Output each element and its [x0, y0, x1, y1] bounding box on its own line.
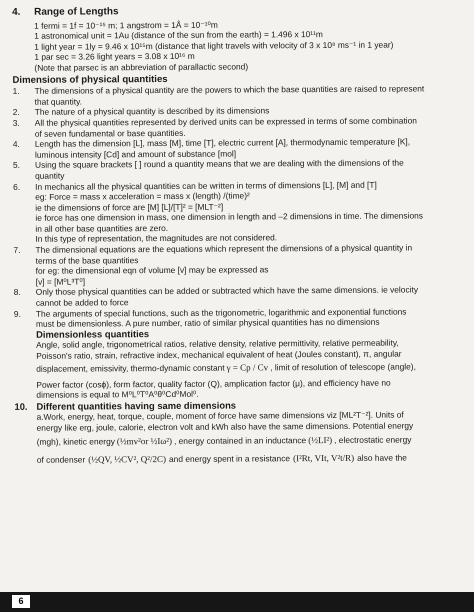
item-line: dimensions is equal to M⁰L⁰T⁰A⁰θ⁰Cd⁰Mol⁰. [36, 388, 199, 400]
list-item [14, 285, 470, 309]
item-line: must be dimensionless. A pure number, ratio of similar physical quantities has no dimensions [35, 316, 380, 330]
item-number: 10. [14, 400, 28, 412]
item-text: , energy contained in an inductance [173, 435, 307, 447]
inductance-formula: (½LI²) [308, 435, 333, 446]
item-line: [v] = [M⁰L³T⁰] [35, 276, 86, 287]
fermi-line: 1 fermi = 1f = 10⁻¹⁵ m; 1 angstrom = 1Å = 10⁻¹⁰m [34, 19, 218, 31]
item-text: (mgh), kinetic energy [36, 436, 115, 448]
section-4-heading [12, 5, 468, 18]
astronomical-unit-line: 1 astronomical unit = 1Au (distance of the sun from the earth) = 1.496 x 10¹¹m [34, 29, 323, 41]
item-line: In this type of representation, the magnitudes are not considered. [35, 232, 278, 245]
dimensionless-heading: Dimensionless quantities [36, 327, 150, 340]
page-number: 6 [12, 595, 30, 608]
item-line: quantity [35, 170, 65, 181]
list-item [13, 179, 469, 245]
item-line: The arguments of special functions, such as the trigonometric, logarithmic and exponential functions [35, 306, 407, 319]
item-line: All the physical quantities represented by derived units can be expressed in terms of some combination [34, 115, 417, 128]
section-10-heading: Different quantities having same dimensions [36, 399, 237, 412]
resistance-formula: (I²Rt, VIt, V²t/R) [293, 453, 355, 464]
parsec-line: 1 par sec = 3.26 light years = 3.08 x 10¹⁶ m [34, 51, 195, 63]
item-number: 6. [13, 181, 21, 192]
item-line: of seven fundamental or base quantities. [34, 127, 186, 139]
item-line: cannot be added to force [35, 297, 129, 308]
item-line: The dimensional equations are the equations which represent the dimensions of a physical quantity in [35, 242, 413, 255]
item-line: in all other base quantities are zero. [35, 222, 169, 234]
footer-band [0, 592, 474, 612]
dimensions-list [13, 83, 471, 400]
item-line: Angle, solid angle, trigonometrical ratios, relative density, relative permittivity, relative permeability, [36, 337, 399, 351]
item-line: The dimensions of a physical quantity are the powers to which the base quantities are raised to represent [34, 83, 425, 96]
item-number: 2. [12, 107, 20, 118]
item-line: Using the square brackets [ ] round a quantity means that we are dealing with the dimensions of the [34, 157, 404, 171]
item-line: Length has the dimension [L], mass [M], time [T], electric current [A], thermodynamic temperature [K], [34, 136, 411, 149]
item-number: 8. [13, 287, 21, 298]
list-item [13, 242, 469, 287]
section-10 [14, 399, 470, 470]
section-title: Range of Lengths [34, 6, 119, 18]
item-number: 9. [13, 308, 21, 319]
item-number: 5. [12, 160, 21, 171]
item-text: of condenser [36, 454, 86, 466]
item-line: eg: Force = mass x acceleration = mass x (length) /(time)² [35, 190, 250, 202]
item-number: 4. [12, 139, 20, 150]
item-text: also have the [357, 452, 407, 464]
item-line: Poisson's ratio, strain, refractive index, mechanical equivalent of heat (Joules constant), π, angular [36, 348, 402, 361]
condenser-formula: (½QV, ½CV², Q²/2C) [88, 454, 167, 465]
range-of-lengths-list [12, 18, 468, 74]
list-item [13, 157, 469, 181]
item-line: for eg: the dimensional eqn of volume [v] may be expressed as [35, 264, 269, 277]
kinetic-energy-formula: (½mv²or ½Iω²) [116, 436, 172, 447]
item-number: 7. [13, 244, 21, 255]
item-text: , electrostatic energy [334, 434, 412, 446]
item-line: that quantity. [34, 96, 82, 107]
dimensions-heading: Dimensions of physical quantities [12, 73, 168, 86]
light-year-line: 1 light year = 1ly = 9.46 x 10¹⁵m (distance that light travels with velocity of 3 x 10⁸ ms⁻¹ in 1 year) [34, 39, 394, 52]
item-line: Only those physical quantities can be added or subtracted which have the same dimensions. ie velocity [35, 284, 419, 298]
item-line: ie the dimensions of force are [M] [L]/[T]² = [MLT⁻²] [35, 201, 224, 213]
item-number: 1. [12, 86, 20, 97]
item-line: luminous intensity [Cd] and amount of substance [mol] [34, 148, 237, 160]
thermodynamic-line [36, 359, 470, 378]
item-line: Power factor (cosϕ), form factor, quality factor (Q), amplication factor (μ), and efficiency have no [36, 377, 391, 390]
parsec-note: (Note that parsec is an abbreviation of parallactic second) [34, 61, 249, 73]
item-line: ie force has one dimension in mass, one dimension in length and –2 dimensions in time. The dimensions [35, 210, 424, 224]
list-item [13, 136, 469, 160]
gamma-formula: γ = Cp / Cv [226, 362, 269, 373]
item-line: terms of the base quantities [35, 254, 139, 266]
list-item [13, 115, 469, 139]
condenser-line [37, 449, 471, 470]
item-text: and energy spent in a resistance [168, 453, 291, 465]
item-line: In mechanics all the physical quantities can be written in terms of dimensions [L], [M] and [T] [35, 179, 377, 192]
item-text: , limit of resolution of telescope (angle), [270, 361, 416, 373]
section-number: 4. [12, 6, 21, 18]
item-line: energy like erg, joule, calorie, electron volt and kWh also have the same dimensions. Potential energy [36, 420, 414, 433]
item-line: a.Work, energy, heat, torque, couple, moment of force have same dimensions viz [ML²T⁻²]. Units of [36, 409, 404, 423]
item-line: The nature of a physical quantity is described by its dimensions [34, 105, 270, 118]
list-item [13, 83, 469, 107]
list-item [14, 306, 471, 401]
item-text: displacement, emissivity, thermo-dynamic constant [36, 362, 225, 375]
item-number: 3. [12, 117, 20, 128]
